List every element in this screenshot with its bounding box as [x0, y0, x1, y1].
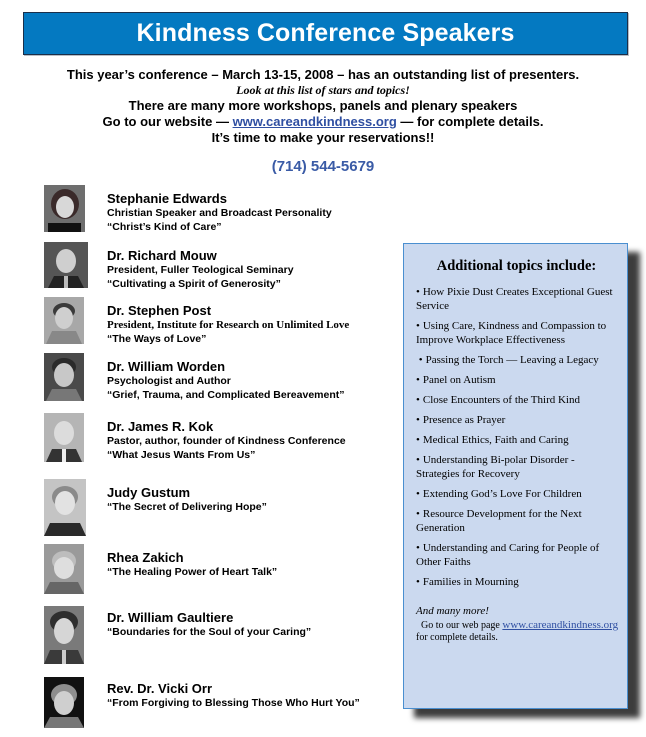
speaker-name: Dr. Richard Mouw	[107, 248, 217, 263]
speaker-talk: “The Secret of Delivering Hope”	[107, 501, 267, 513]
phone-number: (714) 544-5679	[271, 158, 375, 175]
speaker-entry	[44, 353, 404, 413]
topic-item: • Passing the Torch — Leaving a Legacy	[418, 354, 599, 366]
topic-item: • Understanding and Caring for People of Other Faiths	[416, 542, 600, 568]
speaker-talk: “The Ways of Love”	[107, 333, 207, 345]
intro-website-suffix: — for complete details.	[396, 114, 544, 129]
speaker-title: President, Fuller Teological Seminary	[107, 264, 294, 276]
bullet-icon: •	[416, 374, 420, 386]
speaker-title: President, Institute for Research on Unlimited Love	[107, 319, 350, 331]
intro-website-prefix: Go to our website —	[102, 114, 233, 129]
web-page-link[interactable]: www.careandkindness.org	[502, 618, 619, 631]
portrait-photo-icon	[44, 297, 84, 344]
portrait-photo-icon	[44, 413, 84, 462]
speaker-entry	[44, 297, 404, 357]
topic-item: • Close Encounters of the Third Kind	[416, 394, 580, 406]
speaker-talk: “What Jesus Wants From Us”	[107, 449, 256, 461]
bullet-icon: •	[416, 434, 420, 446]
speaker-entry	[44, 677, 404, 737]
speaker-name: Dr. William Gaultiere	[107, 610, 234, 625]
topic-item: • Using Care, Kindness and Compassion to Improve Workplace Effectiveness	[416, 320, 607, 346]
bullet-icon: •	[416, 286, 420, 298]
portrait-photo-icon	[44, 242, 88, 288]
bullet-icon: •	[416, 576, 420, 588]
topic-item: • Panel on Autism	[416, 374, 496, 386]
more-italic: And many more!	[416, 605, 489, 617]
speaker-name: Rev. Dr. Vicki Orr	[107, 681, 213, 696]
bullet-icon: •	[416, 394, 420, 406]
topic-item: • How Pixie Dust Creates Exceptional Guest Service	[416, 286, 613, 312]
intro-more-line: There are many more workshops, panels and plenary speakers	[128, 98, 518, 113]
speaker-talk: “The Healing Power of Heart Talk”	[107, 566, 278, 578]
speaker-name: Rhea Zakich	[107, 550, 184, 565]
speaker-title: Psychologist and Author	[107, 375, 231, 387]
speaker-entry	[44, 606, 404, 666]
topic-item: • Families in Mourning	[416, 576, 519, 588]
topic-item: • Medical Ethics, Faith and Caring	[416, 434, 569, 446]
speaker-entry	[44, 413, 404, 473]
intro-block	[0, 67, 646, 146]
bullet-icon: •	[416, 454, 420, 466]
intro-reservations-line: It’s time to make your reservations!!	[211, 130, 435, 145]
portrait-photo-icon	[44, 185, 85, 232]
speaker-entry	[44, 479, 404, 539]
speaker-title: Christian Speaker and Broadcast Personality	[107, 207, 332, 219]
topic-item: • Extending God’s Love For Children	[416, 488, 582, 500]
portrait-photo-icon	[44, 606, 84, 664]
speaker-name: Dr. Stephen Post	[107, 303, 212, 318]
speaker-talk: “Christ’s Kind of Care”	[107, 221, 222, 233]
portrait-photo-icon	[44, 479, 86, 536]
header-banner	[23, 12, 628, 55]
topic-item: • Presence as Prayer	[416, 414, 506, 426]
bullet-icon: •	[416, 508, 420, 520]
speaker-talk: “From Forgiving to Blessing Those Who Hurt You”	[107, 697, 360, 709]
speaker-name: Dr. James R. Kok	[107, 419, 214, 434]
speaker-name: Stephanie Edwards	[107, 191, 227, 206]
bullet-icon: •	[416, 542, 420, 554]
bullet-icon: •	[418, 354, 423, 366]
speaker-name: Judy Gustum	[107, 485, 191, 500]
speaker-title: Pastor, author, founder of Kindness Conference	[107, 435, 346, 447]
topic-item: • Understanding Bi-polar Disorder - Strategies for Recovery	[416, 454, 575, 480]
website-link[interactable]: www.careandkindness.org	[232, 114, 397, 129]
intro-tagline: Look at this list of stars and topics!	[236, 83, 410, 97]
intro-website-line	[0, 114, 646, 130]
speaker-entry	[44, 185, 404, 245]
more-text: Go to our web page	[416, 619, 503, 631]
speaker-entry	[44, 544, 404, 604]
bullet-icon: •	[416, 488, 420, 500]
bullet-icon: •	[416, 414, 420, 426]
speaker-talk: “Cultivating a Spirit of Generosity”	[107, 278, 281, 290]
portrait-photo-icon	[44, 353, 84, 401]
portrait-photo-icon	[44, 544, 84, 594]
bullet-icon: •	[416, 320, 420, 332]
speaker-entry	[44, 242, 404, 302]
topic-item: • Resource Development for the Next Generation	[416, 508, 582, 534]
speaker-name: Dr. William Worden	[107, 359, 226, 374]
topics-title: Additional topics include:	[436, 258, 597, 274]
portrait-photo-icon	[44, 677, 84, 728]
topics-more-note	[416, 605, 617, 645]
additional-topics-box	[403, 243, 628, 709]
speaker-talk: “Grief, Trauma, and Complicated Bereavement”	[107, 389, 345, 401]
speaker-talk: “Boundaries for the Soul of your Caring”	[107, 626, 312, 638]
page-title: Kindness Conference Speakers	[136, 19, 515, 47]
more-suffix: for complete details.	[416, 632, 498, 643]
intro-dates-line: This year’s conference – March 13-15, 2008 – has an outstanding list of presenters.	[66, 67, 580, 82]
